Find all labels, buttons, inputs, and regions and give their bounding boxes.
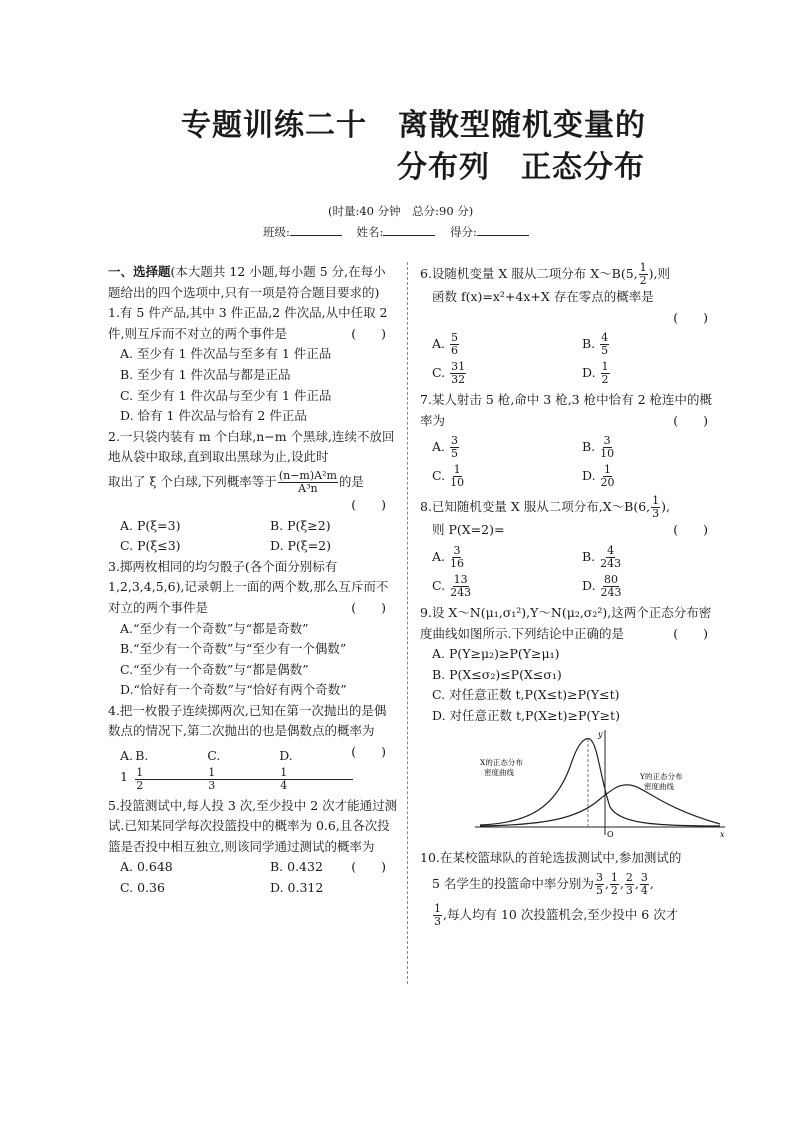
right-column — [420, 261, 725, 929]
page-title-line1: 专题训练二十 离散型随机变量的 — [181, 108, 646, 143]
option-b[interactable]: B. P(X≤σ₂)≤P(X≤σ₁) — [432, 666, 562, 682]
y-axis-label: y — [598, 729, 603, 739]
section-heading: 一、选择题(本大题共 12 小题,每小题 5 分,在每小题给出的四个选项中,只有一项是符合题目要求的) — [108, 264, 386, 300]
option-b[interactable]: B. P(ξ≥2) — [270, 517, 331, 533]
option-a[interactable]: A. P(ξ=3) — [120, 517, 181, 533]
question-4: 4.把一枚骰子连续掷两次,已知在第一次抛出的是偶数点的情况下,第二次抛出的也是偶数点的概率为 ( ) A. 1 B. $\frac{1}{2}$ C. $\frac{1}{3}$ D. $\frac{1}{4}$ — [108, 702, 387, 792]
origin-label: O — [607, 829, 614, 839]
fraction: $\frac{\text{(n−m)A²m}}{\text{A³n}}$ — [278, 468, 337, 495]
score-blank[interactable] — [477, 235, 529, 236]
normal-distribution-figure — [470, 727, 730, 842]
info-fields — [263, 224, 529, 240]
question-2: 2.一只袋内装有 m 个白球,n−m 个黑球,连续不放回地从袋中取球,直到取出黑球为止,设此时 取出了 ξ 个白球,下列概率等于 $\frac{\text{(n−m)A²m}}{\text{A³n}}$ 的是 ( ) A. P(ξ=3) B. P(ξ≥2) C. P(ξ≤3) D. P(ξ=2) — [108, 427, 398, 557]
option-c[interactable]: C. $\frac{13}{243}$ — [432, 572, 472, 599]
answer-paren[interactable]: ( ) — [351, 859, 386, 875]
answer-paren[interactable]: ( ) — [351, 496, 386, 512]
time-score-info: (时量:40 分钟 总分:90 分) — [328, 204, 474, 218]
option-c[interactable]: C. 至少有 1 件次品与至少有 1 件正品 — [120, 387, 332, 403]
question-9: 9.设 X～N(μ₁,σ₁²),Y～N(μ₂,σ₂²),这两个正态分布密度曲线如图所示.下列结论中正确的是 ( ) A. P(Y≥μ₂)≥P(Y≥μ₁) B. P(X≤σ₂)≤P(X≤σ₁) C. 对任意正数 t,P(X≤t)≥P(Y≤t) D. 对任意正数 t,P(X≥t)≥P(Y≥t) y x O X的正态分布 密度曲线 Y的正态分布 密度曲线 — [420, 603, 720, 842]
option-b[interactable]: B. $\frac{4}{5}$ — [582, 331, 609, 358]
option-c[interactable]: C.“至少有一个奇数”与“都是偶数” — [120, 661, 309, 677]
answer-paren[interactable]: ( ) — [673, 412, 708, 428]
class-label: 班级: — [263, 225, 290, 239]
option-d[interactable]: D. $\frac{80}{243}$ — [582, 572, 622, 599]
option-c[interactable]: C. 0.36 — [120, 880, 165, 896]
option-d[interactable]: D. P(ξ=2) — [270, 538, 331, 554]
option-c[interactable]: C. $\frac{31}{32}$ — [432, 360, 466, 387]
option-b[interactable]: B. 至少有 1 件次品与都是正品 — [120, 366, 291, 382]
option-a[interactable]: A. 至少有 1 件次品与至多有 1 件正品 — [120, 346, 332, 362]
answer-paren[interactable]: ( ) — [351, 744, 386, 760]
class-blank[interactable] — [290, 235, 342, 236]
y-curve-label-2: 密度曲线 — [644, 781, 674, 791]
option-c[interactable]: C. P(ξ≤3) — [120, 538, 181, 554]
option-d[interactable]: D. $\frac{1}{20}$ — [582, 463, 615, 490]
option-d[interactable]: D. 对任意正数 t,P(X≥t)≥P(Y≥t) — [432, 707, 620, 723]
option-d[interactable]: D. $\frac{1}{4}$ — [279, 746, 351, 792]
option-a[interactable]: A. $\frac{3}{5}$ — [432, 434, 458, 461]
option-a[interactable]: A. P(Y≥μ₂)≥P(Y≥μ₁) — [432, 646, 560, 662]
question-8: 8.已知随机变量 X 服从二项分布,X～B(6, $\frac{1}{3}$ ), 则 P(X=2)= ( ) A. $\frac{3}{16}$ B. $\frac{4}{243}$ C. $\frac{13}{243}$ D. $\frac{80}{243}$ — [420, 495, 720, 599]
option-b[interactable]: B. $\frac{4}{243}$ — [582, 543, 622, 570]
name-blank[interactable] — [383, 235, 435, 236]
answer-paren[interactable]: ( ) — [673, 522, 708, 538]
page-title-line2: 分布列 正态分布 — [397, 150, 645, 185]
question-3: 3.掷两枚相同的均匀骰子(各个面分别标有 1,2,3,4,5,6),记录朝上一面的两个数,那么互斥而不对立的两个事件是 ( ) A.“至少有一个奇数”与“都是奇数” B.“至少有一个奇数”与“至少有一个偶数” C.“至少有一个奇数”与“都是偶数” D.“恰好有一个奇数”与“恰好有两个奇数” — [108, 557, 398, 701]
name-label: 姓名: — [356, 225, 384, 239]
option-b[interactable]: B.“至少有一个奇数”与“至少有一个偶数” — [120, 641, 347, 657]
option-b[interactable]: B. $\frac{3}{10}$ — [582, 434, 615, 461]
answer-paren[interactable]: ( ) — [673, 625, 708, 641]
option-a[interactable]: A. 1 — [120, 748, 134, 784]
option-c[interactable]: C. 对任意正数 t,P(X≤t)≥P(Y≤t) — [432, 687, 620, 703]
option-b[interactable]: B. 0.432 — [270, 859, 323, 875]
option-a[interactable]: A. 0.648 — [120, 859, 173, 875]
y-curve-label: Y的正态分布 — [640, 771, 683, 781]
x-curve-label: X的正态分布 — [480, 757, 523, 767]
option-d[interactable]: D.“恰好有一个奇数”与“恰好有两个奇数” — [120, 682, 347, 698]
answer-paren[interactable]: ( ) — [673, 309, 708, 325]
option-d[interactable]: D. 0.312 — [270, 880, 324, 896]
option-a[interactable]: A.“至少有一个奇数”与“都是奇数” — [120, 620, 309, 636]
option-c[interactable]: C. $\frac{1}{10}$ — [432, 463, 465, 490]
question-6: 6.设随机变量 X 服从二项分布 X～B(5, $\frac{1}{2}$ ),则 函数 f(x)=x²+4x+X 存在零点的概率是 ( ) A. $\frac{5}{6}$ B. $\frac{4}{5}$ C. $\frac{31}{32}$ D. $\frac{1}{2}$ — [420, 262, 720, 386]
option-b[interactable]: B. $\frac{1}{2}$ — [135, 746, 207, 792]
question-7: 7.某人射击 5 枪,命中 3 枪,3 枪中恰有 2 枪连中的概率为 ( ) A. $\frac{3}{5}$ B. $\frac{3}{10}$ C. $\frac{1}{10}$ D. $\frac{1}{20}$ — [420, 390, 720, 489]
option-d[interactable]: D. 恰有 1 件次品与恰有 2 件正品 — [120, 408, 307, 424]
x-curve-label-2: 密度曲线 — [484, 767, 514, 777]
option-a[interactable]: A. $\frac{3}{16}$ — [432, 543, 464, 570]
x-axis-label: x — [720, 829, 725, 839]
question-5: 5.投篮测试中,每人投 3 次,至少投中 2 次才能通过测试.已知某同学每次投篮投中的概率为 0.6,且各次投篮是否投中相互独立,则该同学通过测试的概率为 ( ) A. 0.648 B. 0.432 C. 0.36 D. 0.312 — [108, 796, 398, 899]
option-d[interactable]: D. $\frac{1}{2}$ — [582, 360, 609, 387]
question-10: 10.在某校篮球队的首轮选拔测试中,参加测试的 5 名学生的投篮命中率分别为 $\frac{3}{5}$ , $\frac{1}{2}$ , $\frac{2}{3}$ , $\frac{3}{4}$ , $\frac{1}{3}$ ,每人均有 10 次投篮机会,至少投中 6 次才 — [420, 849, 682, 929]
left-column — [108, 262, 398, 899]
question-1: 1.有 5 件产品,其中 3 件正品,2 件次品,从中任取 2 件,则互斥而不对立的两个事件是 ( ) A. 至少有 1 件次品与至多有 1 件正品 B. 至少有 1 件次品与都是正品 C. 至少有 1 件次品与至少有 1 件正品 D. 恰有 1 件次品与恰有 2 件正品 — [108, 303, 398, 427]
score-label: 得分: — [450, 225, 477, 239]
answer-paren[interactable]: ( ) — [351, 599, 386, 615]
option-a[interactable]: A. $\frac{5}{6}$ — [432, 331, 458, 358]
option-c[interactable]: C. $\frac{1}{3}$ — [207, 746, 279, 792]
answer-paren[interactable]: ( ) — [351, 325, 386, 341]
